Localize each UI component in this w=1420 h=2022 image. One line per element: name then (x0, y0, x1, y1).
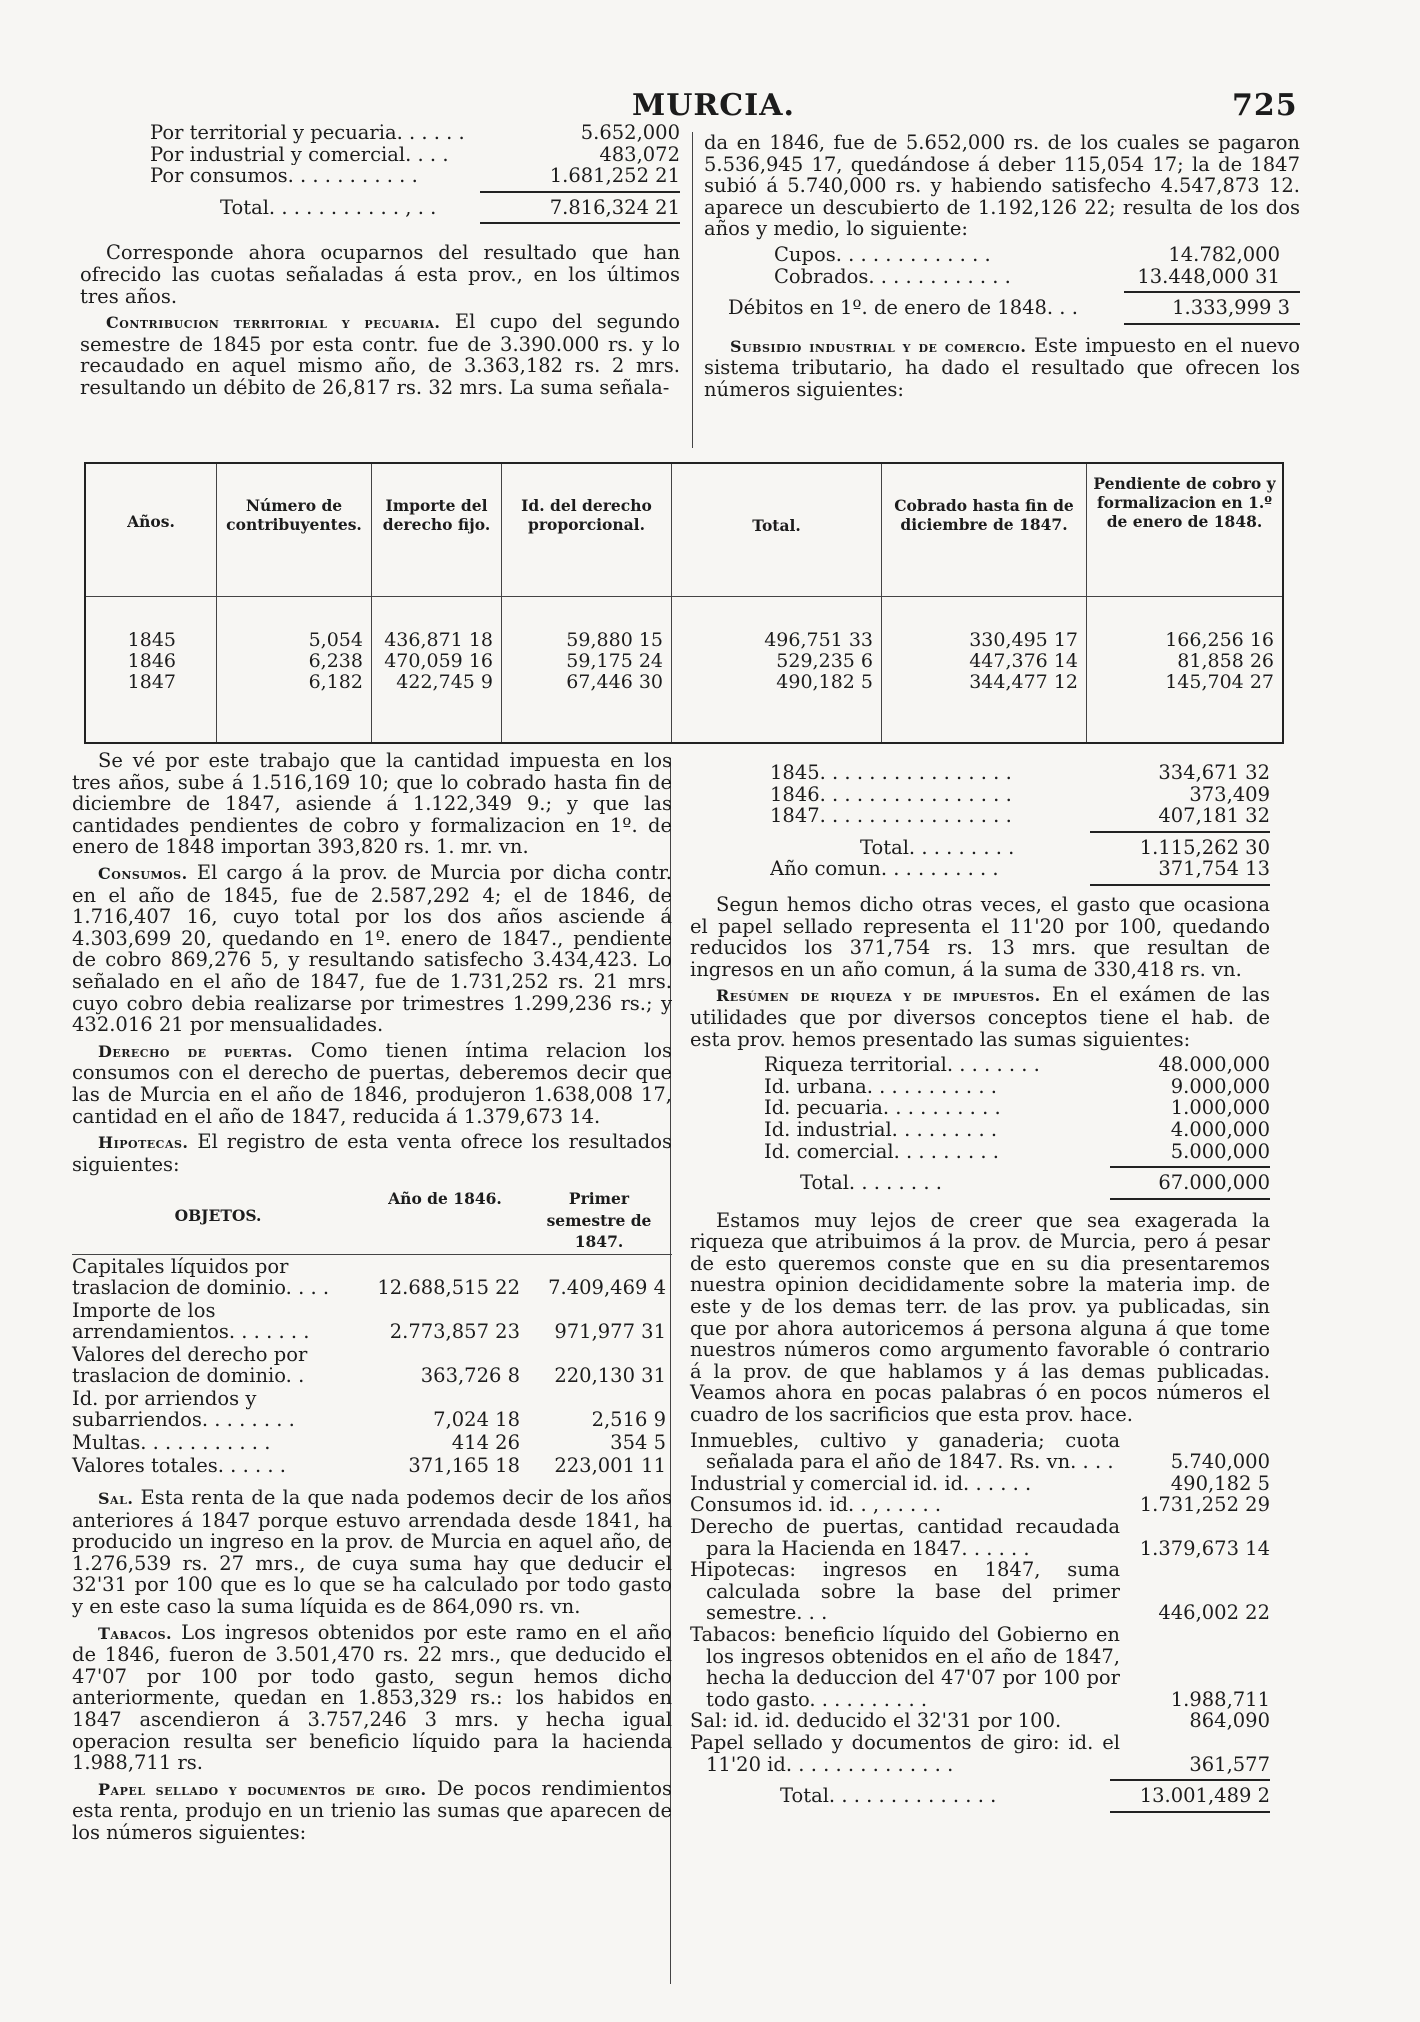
quota-item-label: Cobrados. . . . . . . . . . . . (774, 265, 1011, 288)
mortgage-concept: Capitales líquidos por traslacion de dominio. . . . (72, 1255, 330, 1300)
table-cell: 67,446 30 (566, 671, 663, 693)
paper-item-amount: 373,409 (1189, 782, 1270, 806)
table-values (672, 630, 881, 693)
table-cell: 470,059 16 (384, 650, 493, 672)
table-cell: 145,704 27 (1165, 671, 1274, 693)
wealth-item-amount: 4.000,000 (1170, 1117, 1270, 1141)
divider (1110, 1779, 1270, 1781)
table-column (881, 464, 1086, 742)
paragraph: da en 1846, fue de 5.652,000 rs. de los cuales se pagaron 5.536,945 17, quedándose á deber 115,054 17; la de 1847 subió á 5.740,000 rs. y habiendo satisfecho 4.547,873 12. aparece un descubierto de 1.192,126 22; resulta de los dos años y medio, lo siguiente: (704, 131, 1300, 241)
table-cell: 496,751 33 (764, 629, 873, 651)
section-heading: Subsidio industrial y de comercio. (730, 336, 1027, 356)
quota-item-amount: 13.448,000 31 (1137, 264, 1280, 288)
table-cell: 5,054 (308, 629, 363, 651)
intro-item-row (150, 165, 680, 187)
table-cell: 447,376 14 (969, 650, 1078, 672)
sacrifice-item-amount: 1.731,252 29 (1139, 1493, 1270, 1517)
paper-item-label: 1846. . . . . . . . . . . . . . . . (770, 783, 1012, 806)
mortgage-value: 363,726 8 (420, 1364, 520, 1388)
wealth-item-row (764, 1054, 1270, 1076)
wealth-item-amount: 9.000,000 (1170, 1074, 1270, 1098)
table-header-cell: Id. del derecho proporcional. (521, 496, 652, 534)
wealth-item-row (764, 1076, 1270, 1098)
paper-item-label: 1847. . . . . . . . . . . . . . . . (770, 805, 1012, 827)
paper-average-label: Año comun. . . . . . . . . . (770, 858, 999, 880)
sacrifice-item-label: Inmuebles, cultivo y ganaderia; cuota señalada para el año de 1847. Rs. vn. . . . (690, 1429, 1120, 1473)
mortgage-value: 223,001 11 (554, 1454, 666, 1478)
paper-item-amount: 407,181 32 (1158, 804, 1270, 828)
sacrifice-item-amount: 864,090 (1189, 1709, 1270, 1733)
section-heading: Derecho de puertas. (98, 1041, 293, 1061)
paragraph (80, 311, 680, 398)
sacrifice-item-label: Tabacos: beneficio líquido del Gobierno en los ingresos obtenidos en el año de 1847, hecha la deduccion del 47'07 por 100 por todo gasto. . . . . . . . . . (690, 1623, 1120, 1711)
quota-item-row (774, 244, 1280, 266)
intro-item-row (150, 122, 680, 144)
paragraph-text: Esta renta de la que nada podemos decir de los años anteriores á 1847 porque estuvo arrendada desde 1841, ha producido un ingreso en la prov. de Murcia en aquel año, de 1.276,539 rs. 27 mrs., de cuya suma hay que deducir el 32'31 por 100 que es lo que se ha calculado por todo gasto y en este caso la suma líquida es de 864,090 rs. vn. (72, 1486, 672, 1619)
sacrifice-item-row (690, 1732, 1270, 1775)
table-cell: 490,182 5 (776, 671, 873, 693)
right-top-totals (704, 244, 1300, 287)
section-heading: Resúmen de riqueza y de impuestos. (716, 986, 1041, 1006)
table-values (217, 630, 371, 693)
wealth-list (690, 1054, 1270, 1162)
paper-item-amount: 334,671 32 (1158, 761, 1270, 784)
table-header-cell: Número de contribuyentes. (226, 496, 362, 534)
intro-total-label: Total. . . . . . . . . . . , . . (220, 196, 437, 219)
mortgage-concept: Valores del derecho por traslacion de dominio. . (72, 1343, 308, 1388)
table-cell: 330,495 17 (969, 629, 1078, 651)
wealth-item-row (764, 1097, 1270, 1119)
divider (1090, 831, 1270, 833)
table-column (501, 464, 671, 742)
mortgage-table (72, 1187, 672, 1477)
wealth-total-amount: 67.000,000 (1158, 1171, 1270, 1195)
paper-total-label: Total. . . . . . . . . (860, 836, 1015, 859)
stamped-paper-list (690, 762, 1270, 827)
mortgage-concept: Importe de los arrendamientos. . . . . . . (72, 1299, 310, 1344)
table-cell: 6,238 (308, 650, 363, 672)
sacrifice-item-row (690, 1516, 1270, 1559)
mortgage-value: 2,516 9 (591, 1408, 666, 1432)
table-cell: 166,256 16 (1165, 629, 1274, 651)
mortgage-row (72, 1255, 672, 1300)
quota-item-label: Cupos. . . . . . . . . . . . . (774, 243, 991, 266)
intro-item-label: Por consumos. . . . . . . . . . . (150, 165, 418, 187)
intro-item-label: Por industrial y comercial. . . . (150, 143, 449, 166)
debit-row (704, 297, 1300, 319)
wealth-item-label: Id. comercial. . . . . . . . . (764, 1140, 999, 1163)
section-heading: Hipotecas. (98, 1133, 189, 1153)
debit-amount: 1.333,999 3 (1172, 296, 1290, 320)
sacrifice-item-row (690, 1473, 1270, 1495)
paragraph-text: El registro de esta venta ofrece los resultados siguientes: (72, 1130, 673, 1176)
divider (1110, 1811, 1270, 1813)
table-cell: 436,871 18 (384, 629, 493, 651)
mortgage-row (72, 1431, 672, 1454)
sacrifice-item-amount: 446,002 22 (1158, 1601, 1270, 1625)
mortgage-row (72, 1343, 672, 1387)
intro-item-label: Por territorial y pecuaria. . . . . . (150, 122, 465, 144)
sacrifice-total-amount: 13.001,489 2 (1139, 1784, 1270, 1808)
sacrifice-item-row (690, 1430, 1270, 1473)
mortgage-value: 414 26 (451, 1431, 520, 1455)
mortgage-row (72, 1454, 672, 1477)
paragraph (72, 1131, 672, 1175)
paragraph-text: El cupo del segundo semestre de 1845 por esta contr. fue de 3.390.000 rs. y lo recaudado en aquel mismo año, de 3.363,182 rs. 2 mrs. resultando un débito de 26,817 rs. 32 mrs. La suma señala- (80, 310, 680, 399)
mortgage-header-cell: Primer semestre de 1847. (526, 1187, 672, 1254)
section-heading: Papel sellado y documentos de giro. (98, 1779, 427, 1799)
sacrifice-total-row (690, 1785, 1270, 1807)
mortgage-value: 220,130 31 (554, 1364, 666, 1388)
wealth-total-row (690, 1172, 1270, 1194)
left-column-bottom (72, 750, 672, 1848)
table-cell: 59,175 24 (566, 650, 663, 672)
sacrifice-item-label: Hipotecas: ingresos en 1847, suma calculada sobre la base del primer semestre. . . (690, 1559, 1120, 1624)
divider (1110, 1198, 1270, 1200)
divider (1090, 884, 1270, 886)
paragraph-text: Como tienen íntima relacion los consumos con el derecho de puertas, deberemos decir que las de Murcia en el año de 1846, produjeron 1.638,008 17, cantidad en el año de 1847, reducida á 1.379,673 14. (72, 1038, 673, 1128)
paragraph (72, 1622, 672, 1774)
sacrifice-item-amount: 361,577 (1189, 1752, 1270, 1776)
wealth-item-row (764, 1141, 1270, 1163)
right-column-bottom (690, 762, 1270, 1817)
paragraph-text: Este impuesto en el nuevo sistema tributario, ha dado el resultado que ofrecen los números siguientes: (704, 333, 1300, 401)
mortgage-header-cell: OBJETOS. (72, 1187, 364, 1254)
paragraph (72, 1487, 672, 1618)
column-divider-top (692, 132, 693, 448)
table-cell: 6,182 (308, 671, 363, 693)
table-header-cell: Años. (127, 512, 175, 531)
table-cell: 344,477 12 (969, 671, 1078, 693)
mortgage-concept: Valores totales. . . . . . (72, 1454, 286, 1478)
paper-item-row (770, 762, 1270, 784)
paragraph (72, 1040, 672, 1127)
page-title: MURCIA. (632, 88, 795, 123)
wealth-item-row (764, 1119, 1270, 1141)
left-column-top (80, 122, 680, 403)
mortgage-row (72, 1299, 672, 1343)
sacrifice-item-label: Derecho de puertas, cantidad recaudada para la Hacienda en 1847. . . . . . (690, 1516, 1120, 1560)
paragraph-text: El cargo á la prov. de Murcia por dicha contr. en el año de 1845, fue de 2.587,292 4; el de 1846, de 1.716,407 16, cuyo total por los dos años asciende á 4.303,699 20, quedando en 1º. enero de 1847., pendiente de cobro 869,276 5, y resultando satisfecho 3.434,423. Lo señalado en el año de 1847, fue de 1.731,252 rs. 21 mrs. cuyo cobro debia realizarse por trimestres 1.299,236 rs.; y 432.016 21 por mensualidades. (72, 860, 672, 1037)
paragraph (72, 1778, 672, 1844)
debit-label: Débitos en 1º. de enero de 1848. . . (728, 297, 1078, 319)
sacrifice-item-amount: 490,182 5 (1170, 1471, 1270, 1495)
divider (480, 191, 680, 193)
paragraph-text: De pocos rendimientos esta renta, produjo en un trienio las sumas que aparecen de los números siguientes: (72, 1776, 672, 1844)
mortgage-concept: Id. por arriendos y subarriendos. . . . . . . . (72, 1387, 295, 1432)
table-values (86, 630, 216, 693)
sacrifice-item-label: Sal: id. id. deducido el 32'31 por 100. (690, 1710, 1062, 1732)
sacrifice-item-row (690, 1624, 1270, 1710)
table-cell: 422,745 9 (396, 671, 493, 693)
wealth-item-amount: 5.000,000 (1170, 1139, 1270, 1163)
quota-item-row (774, 266, 1280, 288)
mortgage-table-header (72, 1187, 672, 1254)
intro-item-row (150, 144, 680, 166)
intro-item-amount: 1.681,252 21 (549, 164, 680, 188)
table-header-cell: Total. (752, 516, 801, 535)
table-cell: 529,235 6 (776, 650, 873, 672)
table-values (372, 630, 501, 693)
table-header-cell: Cobrado hasta fin de diciembre de 1847. (894, 496, 1074, 534)
right-column-top (704, 132, 1300, 405)
sacrifice-item-row (690, 1710, 1270, 1732)
wealth-item-label: Riqueza territorial. . . . . . . . (764, 1054, 1040, 1076)
sacrifice-item-row (690, 1494, 1270, 1516)
paper-item-row (770, 805, 1270, 827)
sacrifice-item-label: Consumos id. id. . , . . . . . (690, 1494, 942, 1516)
paragraph: Segun hemos dicho otras veces, el gasto que ocasiona el papel sellado representa el 11'20 por 100, quedando reducidos los 371,754 rs. 13 mrs. que resultan de ingresos en un año comun, á la suma de 330,418 rs. vn. (690, 892, 1270, 981)
paragraph: Corresponde ahora ocuparnos del resultado que han ofrecido las cuotas señaladas á esta prov., en los últimos tres años. (80, 241, 680, 308)
divider (480, 222, 680, 224)
sacrifice-total-label: Total. . . . . . . . . . . . . . (780, 1785, 997, 1807)
mortgage-header-cell: Año de 1846. (364, 1187, 526, 1254)
sacrifice-item-row (690, 1559, 1270, 1624)
paragraph: Estamos muy lejos de creer que sea exagerada la riqueza que atribuimos á la prov. de Murcia, pero á pesar de esto queremos conste que en su dia presentaremos nuestra opinion decididamente sobre la materia imp. de este y de los demas terr. de las prov. ya publicadas, sin que por ahora autoricemos á persona alguna á que tome nuestros números como argumento favorable ó contrario á la prov. de que hablamos y á las demas publicadas. Veamos ahora en pocas palabras ó en pocos números el cuadro de los sacrificios que esta prov. hace. (690, 1208, 1270, 1427)
paper-total-row (690, 837, 1270, 859)
sacrifice-item-label: Papel sellado y documentos de giro: id. el 11'20 id. . . . . . . . . . . . . . (690, 1731, 1120, 1776)
table-column (86, 464, 216, 742)
table-values (502, 630, 671, 693)
paper-average-amount: 371,754 13 (1158, 857, 1270, 881)
table-column (671, 464, 881, 742)
mortgage-value: 7.409,469 4 (548, 1276, 666, 1300)
mortgage-value: 354 5 (610, 1431, 666, 1455)
table-cell: 1847 (127, 671, 176, 693)
page-number: 725 (1232, 88, 1298, 123)
table-column (1086, 464, 1282, 742)
mortgage-value: 2.773,857 23 (389, 1320, 520, 1344)
paragraph (690, 984, 1270, 1050)
wealth-item-amount: 48.000,000 (1158, 1053, 1270, 1077)
paper-total-amount: 1.115,262 30 (1139, 835, 1270, 859)
section-heading: Tabacos. (98, 1623, 173, 1643)
intro-totals (80, 122, 680, 187)
divider (1124, 291, 1300, 293)
quota-item-amount: 14.782,000 (1168, 242, 1280, 266)
intro-item-amount: 483,072 (599, 142, 680, 166)
mortgage-row (72, 1387, 672, 1431)
sacrifice-item-amount: 5.740,000 (1170, 1450, 1270, 1474)
sacrifices-list (690, 1430, 1270, 1776)
mortgage-concept: Multas. . . . . . . . . . . (72, 1431, 271, 1455)
wealth-total-label: Total. . . . . . . . (800, 1172, 942, 1194)
wealth-item-label: Id. urbana. . . . . . . . . . . (764, 1075, 997, 1098)
paper-average-row (690, 858, 1270, 880)
sacrifice-item-label: Industrial y comercial id. id. . . . . . (690, 1472, 1032, 1495)
sacrifice-item-amount: 1.379,673 14 (1139, 1536, 1270, 1560)
intro-item-amount: 5.652,000 (580, 121, 680, 144)
mortgage-value: 371,165 18 (408, 1454, 520, 1478)
paragraph-text: Los ingresos obtenidos por este ramo en el año de 1846, fueron de 3.501,470 rs. 22 mrs., que deducido el 47'07 por 100 por todo gasto, segun hemos dicho anteriormente, quedan en 1.853,329 rs.: los habidos en 1847 ascendieron á 3.757,246 3 mrs. y hecha igual operacion resulta ser beneficio líquido para la hacienda 1.988,711 rs. (72, 1620, 673, 1775)
table-header-cell: Pendiente de cobro y formalizacion en 1.º de enero de 1848. (1093, 474, 1276, 531)
mortgage-value: 7,024 18 (433, 1408, 520, 1432)
sacrifice-item-amount: 1.988,711 (1170, 1687, 1270, 1711)
section-heading: Contribucion territorial y pecuaria. (106, 313, 441, 333)
table-column (371, 464, 501, 742)
paragraph-text: En el exámen de las utilidades que por diversos conceptos tiene el hab. de esta prov. hemos presentado las sumas siguientes: (690, 983, 1270, 1051)
section-heading: Consumos. (98, 863, 188, 883)
paragraph (72, 862, 672, 1036)
table-cell: 81,858 26 (1177, 650, 1274, 672)
section-heading: Sal. (98, 1489, 134, 1509)
table-column (216, 464, 371, 742)
mortgage-value: 971,977 31 (554, 1320, 666, 1344)
paper-item-row (770, 784, 1270, 806)
mortgage-table-body (72, 1255, 672, 1478)
table-cell: 1845 (127, 629, 176, 651)
divider (1124, 323, 1300, 325)
divider (1110, 1166, 1270, 1168)
intro-total-row (80, 197, 680, 219)
paper-item-label: 1845. . . . . . . . . . . . . . . . (770, 762, 1012, 784)
paragraph (704, 335, 1300, 401)
wealth-item-amount: 1.000,000 (1170, 1096, 1270, 1120)
paragraph: Se vé por este trabajo que la cantidad impuesta en los tres años, sube á 1.516,169 10; que lo cobrado hasta fin de diciembre de 1847, asiende á 1.122,349 9.; y que las cantidades pendientes de cobro y formalizacion en 1º. de enero de 1848 importan 393,820 rs. 1. mr. vn. (72, 749, 672, 859)
subsidy-table (84, 462, 1284, 744)
table-values (882, 630, 1086, 693)
table-values (1087, 630, 1282, 693)
wealth-item-label: Id. pecuaria. . . . . . . . . . (764, 1097, 1001, 1119)
table-cell: 1846 (127, 650, 176, 672)
table-header-cell: Importe del derecho fijo. (382, 496, 491, 534)
mortgage-value: 12.688,515 22 (377, 1276, 520, 1300)
wealth-item-label: Id. industrial. . . . . . . . . (764, 1118, 998, 1141)
intro-total-amount: 7.816,324 21 (549, 195, 680, 219)
table-cell: 59,880 15 (566, 629, 663, 651)
